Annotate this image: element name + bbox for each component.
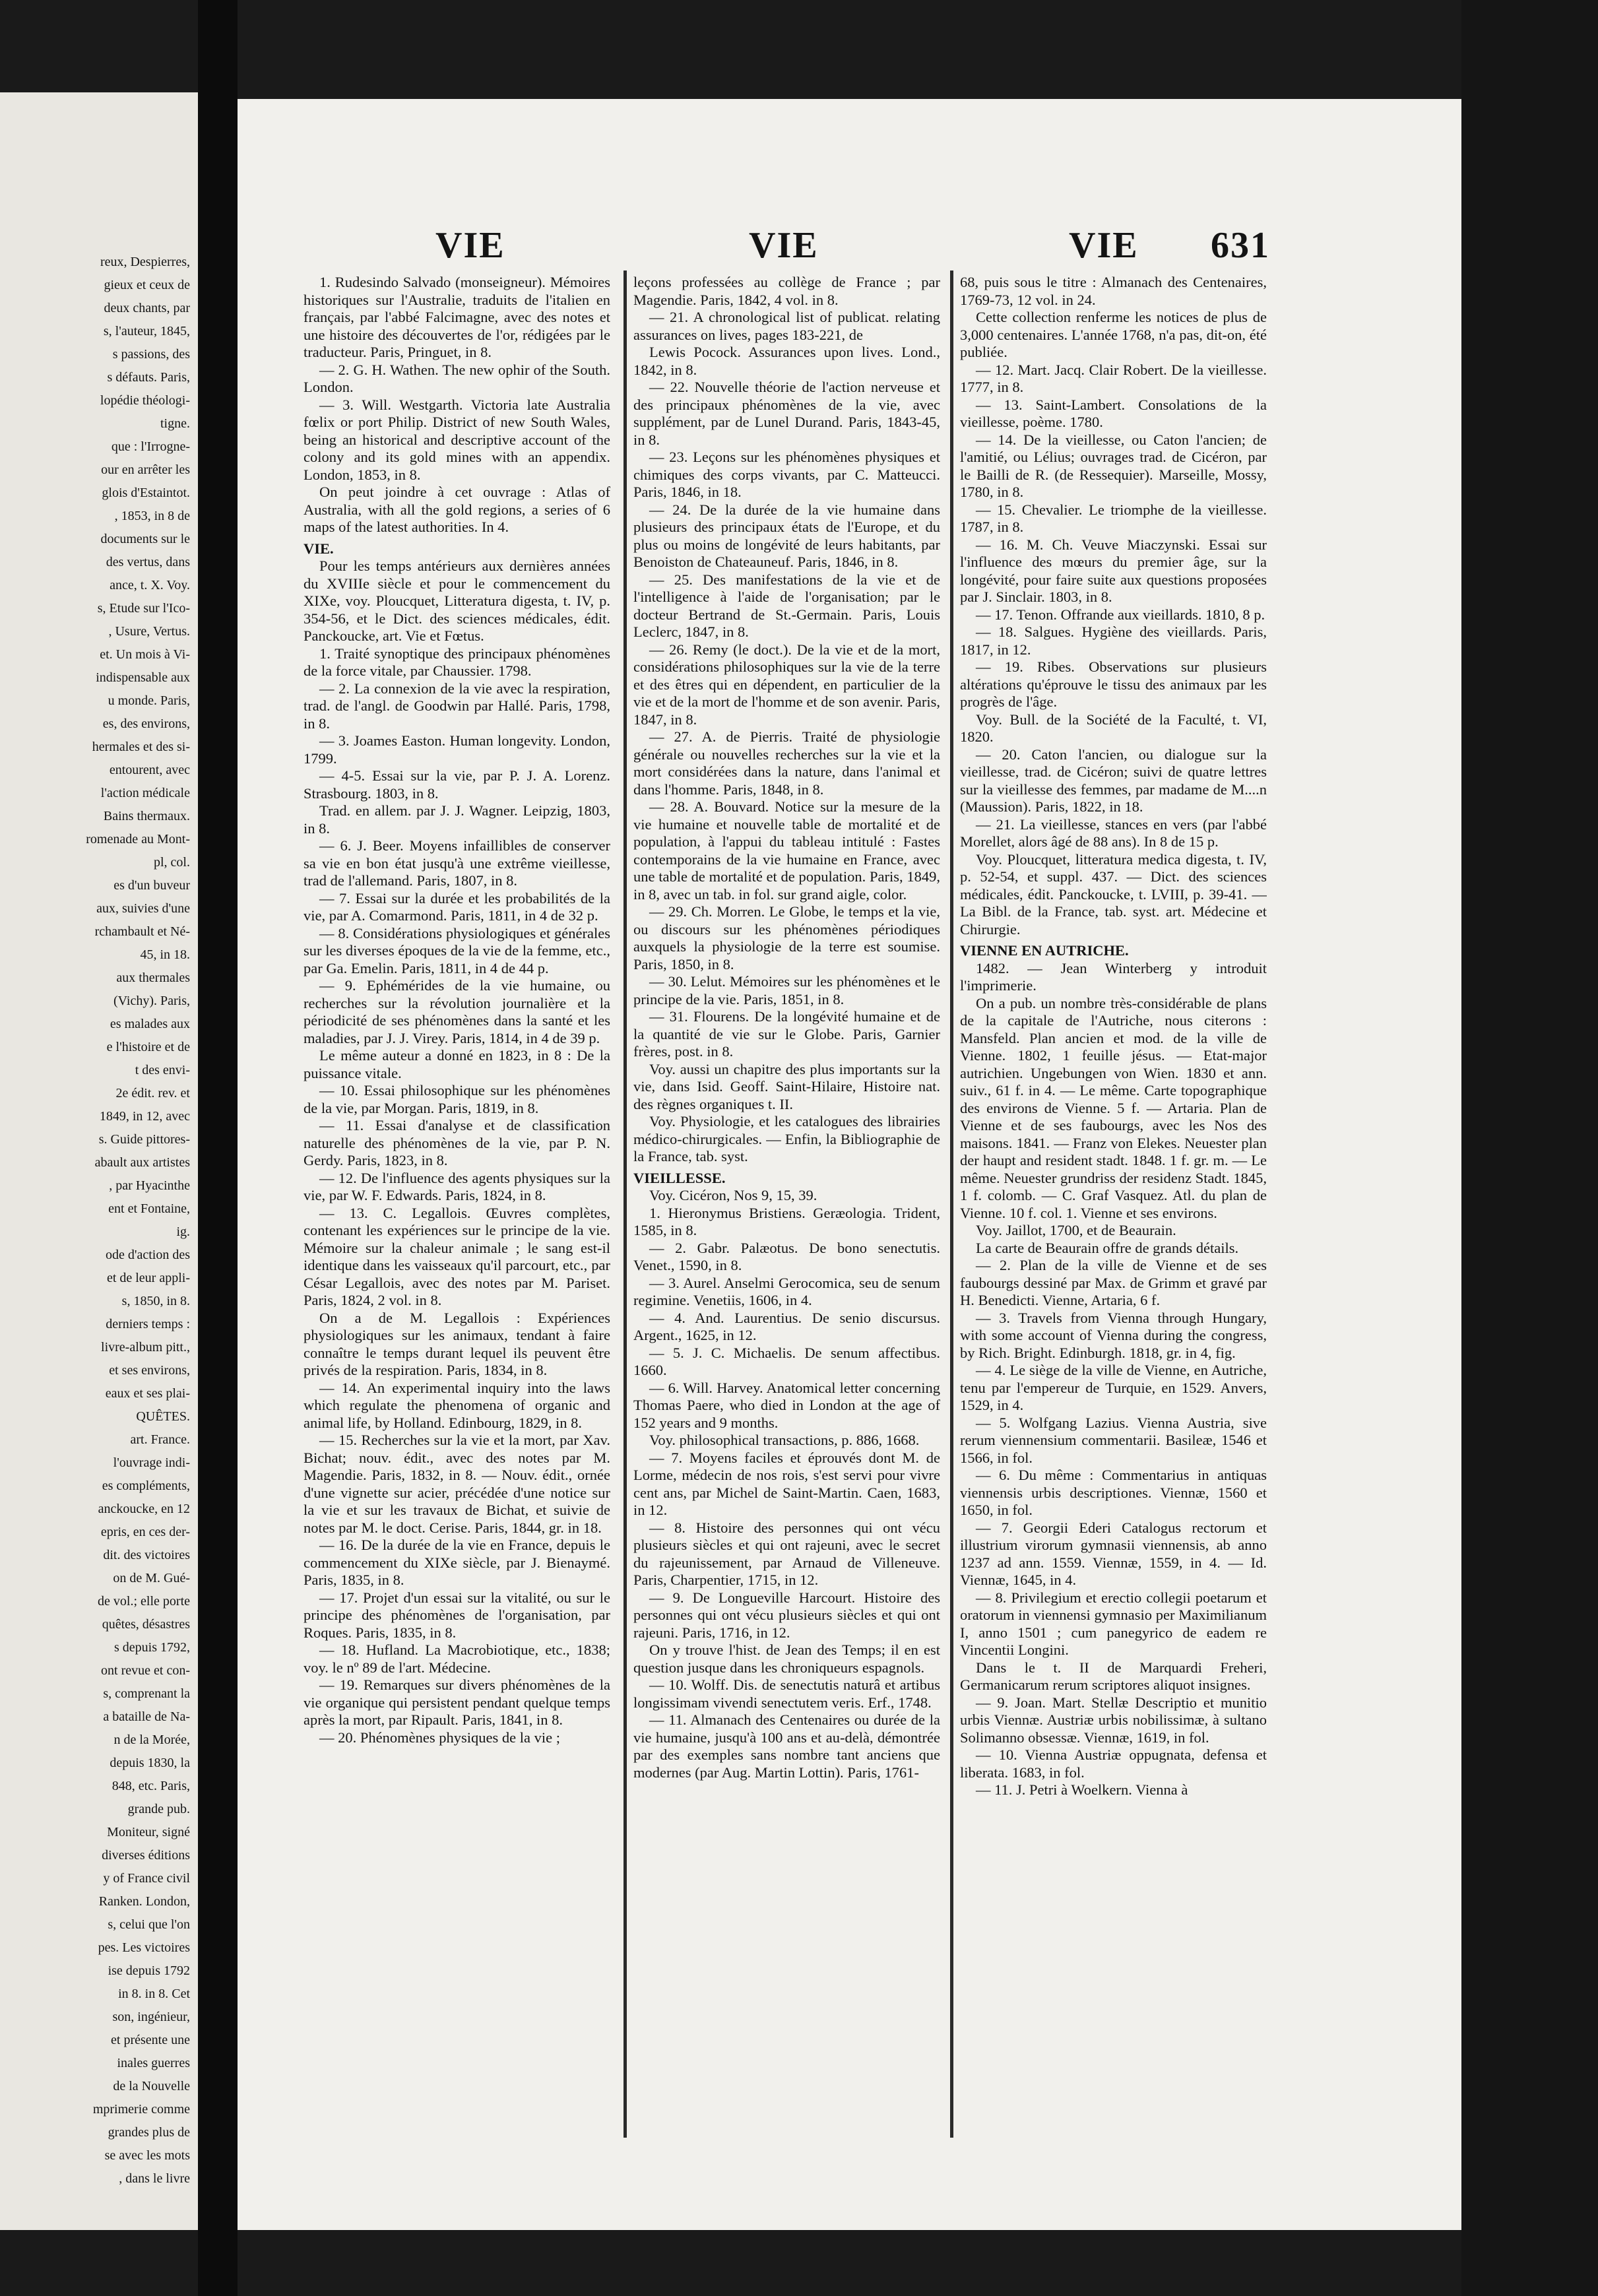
previous-page-line: pl, col. bbox=[154, 855, 190, 870]
entry-paragraph: — 11. Almanach des Centenaires ou durée de la vie humaine, jusqu'à 100 ans et au-delà, démontrée par des exemples sans nombre tant anciens que modernes (par Aug. Martin Lottin). Paris, 1761- bbox=[633, 1711, 940, 1781]
book-page bbox=[238, 99, 1461, 2230]
previous-page-line: rchambault et Né- bbox=[94, 924, 190, 939]
previous-page-line: art. France. bbox=[130, 1432, 190, 1447]
previous-page-line: s, Etude sur l'Ico- bbox=[97, 601, 190, 616]
previous-page-line: l'action médicale bbox=[100, 786, 190, 800]
previous-page-line: es compléments, bbox=[102, 1479, 190, 1493]
entry-paragraph: — 3. Travels from Vienna through Hungary, with some account of Vienna during the congress, by Rich. Bright. Edinburgh. 1818, gr. in 4, fig. bbox=[960, 1309, 1267, 1361]
previous-page-line: es, des environs, bbox=[102, 717, 190, 731]
previous-page-line: diverses éditions bbox=[102, 1848, 190, 1863]
previous-page-line: , dans le livre bbox=[119, 2171, 190, 2186]
entry-paragraph: Voy. Cicéron, Nos 9, 15, 39. bbox=[649, 1187, 817, 1203]
previous-page-line: QUÊTES. bbox=[136, 1409, 190, 1424]
entry-paragraph: — 30. Lelut. Mémoires sur les phénomènes et le principe de la vie. Paris, 1851, in 8. bbox=[633, 973, 940, 1007]
entry-paragraph: 1. Rudesindo Salvado (monseigneur). Mémoires historiques sur l'Australie, traduits de l'italien en français, par l'abbé Falcimagne, avec des notes et une histoire des découvertes de l'or, rédigées par le traducteur. Paris, Pringuet, in 8. bbox=[304, 274, 610, 360]
entry-paragraph: — 10. Essai philosophique sur les phénomènes de la vie, par Morgan. Paris, 1819, in 8. bbox=[304, 1082, 610, 1116]
entry-paragraph: Voy. Jaillot, 1700, et de Beaurain. bbox=[976, 1222, 1176, 1238]
entry-paragraph: — 9. Joan. Mart. Stellæ Descriptio et munitio urbis Viennæ. Austriæ urbis nobilissimæ, à sultano Solimanno obsessæ. Viennæ, 1619, in fol. bbox=[960, 1694, 1267, 1746]
entry-paragraph: La carte de Beaurain offre de grands détails. bbox=[976, 1239, 1239, 1256]
entry-paragraph: — 17. Projet d'un essai sur la vitalité, ou sur le principe des phénomènes de l'organisation, par Roques. Paris, 1835, in 8. bbox=[304, 1589, 610, 1641]
entry-paragraph: — 10. Wolff. Dis. de senectutis naturâ et artibus longissimam vivendi senectutem veris. Erf., 1748. bbox=[633, 1676, 940, 1711]
entry-paragraph: — 23. Leçons sur les phénomènes physiques et chimiques des corps vivants, par C. Matteucci. Paris, 1846, in 18. bbox=[633, 449, 940, 500]
entry-paragraph: — 26. Remy (le doct.). De la vie et de la mort, considérations philosophiques sur la vie de la terre et des êtres qui en dépendent, en particulier de la vie et de la mort de l'homme et de son avenir. Paris, 1847, in 8. bbox=[633, 641, 940, 728]
previous-page-line: , 1853, in 8 de bbox=[114, 509, 190, 523]
entry-paragraph: — 28. A. Bouvard. Notice sur la mesure de la vie humaine et nouvelle table de mortalité et de population, à l'appui du tableau intitulé : Fastes contemporains de la vie humaine en France, avec une table de mortalité et de population. Paris, 1849, in 8, avec un tab. in fol. sur grand aigle, color. bbox=[633, 798, 940, 903]
previous-page-line: inales guerres bbox=[117, 2056, 190, 2070]
entry-paragraph: 1. Hieronymus Bristiens. Geræologia. Trident, 1585, in 8. bbox=[633, 1204, 940, 1238]
previous-page-line: ode d'action des bbox=[105, 1248, 190, 1262]
previous-page-line: ance, t. X. Voy. bbox=[110, 578, 190, 592]
entry-paragraph: — 16. M. Ch. Veuve Miaczynski. Essai sur l'influence des mœurs du premier âge, sur la longévité, pour faire suite aux questions proposées par J. Sinclair. 1803, in 8. bbox=[960, 536, 1267, 605]
entry-paragraph: — 14. An experimental inquiry into the laws which regulate the phenomena of organic and animal life, by Holland. Edinbourg, 1829, in 8. bbox=[304, 1379, 610, 1431]
previous-page-line: , par Hyacinthe bbox=[109, 1178, 190, 1193]
previous-page-line: n de la Morée, bbox=[113, 1733, 190, 1747]
entry-paragraph: — 19. Ribes. Observations sur plusieurs altérations qu'éprouve le tissu des animaux par les progrès de l'âge. bbox=[960, 658, 1267, 710]
column-divider bbox=[623, 271, 627, 2138]
book-gutter bbox=[198, 0, 238, 2296]
entry-paragraph: — 6. Will. Harvey. Anatomical letter concerning Thomas Paere, who died in London at the age of 152 years and 9 months. bbox=[633, 1379, 940, 1431]
entry-paragraph: Pour les temps antérieurs aux dernières années du XVIIIe siècle et pour le commencement du XIXe, voy. Ploucquet, Litteratura digesta, t. IV, p. 354-56, et le Dict. des sciences médicales, édit. Panckoucke, art. Vie et Fœtus. bbox=[304, 558, 610, 644]
previous-page-line: gieux et ceux de bbox=[104, 278, 190, 292]
previous-page-line: grande pub. bbox=[127, 1802, 190, 1816]
entry-paragraph: — 11. J. Petri à Woelkern. Vienna à bbox=[976, 1781, 1188, 1798]
entry-paragraph: On a de M. Legallois : Expériences physiologiques sur les animaux, tendant à faire connaître le temps durant lequel ils peuvent être privés de la respiration. Paris, 1834, in 8. bbox=[304, 1309, 610, 1378]
entry-paragraph: Le même auteur a donné en 1823, in 8 : De la puissance vitale. bbox=[304, 1047, 610, 1081]
previous-page-line: entourent, avec bbox=[109, 763, 190, 777]
previous-page-line: (Vichy). Paris, bbox=[113, 994, 190, 1008]
previous-page-line: derniers temps : bbox=[106, 1317, 190, 1331]
previous-page-line: in 8. in 8. Cet bbox=[118, 1987, 190, 2001]
previous-page-line: que : l'Irrogne- bbox=[111, 439, 190, 454]
previous-page-line: reux, Despierres, bbox=[100, 255, 190, 269]
entry-paragraph: Voy. Ploucquet, litteratura medica digesta, t. IV, p. 52-54, et suppl. 437. — Dict. des sciences médicales, édit. Panckoucke, t. LVIII, p. 39-41. — La Bibl. de la France, tab. syst. art. Médecine et Chirurgie. bbox=[960, 850, 1267, 938]
previous-page-line: Bains thermaux. bbox=[103, 809, 190, 823]
entry-paragraph: Lewis Pocock. Assurances upon lives. Lond., 1842, in 8. bbox=[633, 344, 940, 378]
entry-paragraph: — 8. Considérations physiologiques et générales sur les diverses époques de la vie de la femme, etc., par Ga. Emelin. Paris, 1811, in 4 de 44 p. bbox=[304, 924, 610, 976]
previous-page-line: ise depuis 1792 bbox=[108, 1963, 190, 1978]
entry-paragraph: — 9. De Longueville Harcourt. Histoire des personnes qui ont vécu plusieurs siècles et qui ont rajeuni. Paris, 1716, in 12. bbox=[633, 1589, 940, 1641]
entry-paragraph: — 3. Joames Easton. Human longevity. London, 1799. bbox=[304, 732, 610, 767]
previous-page-line: on de M. Gué- bbox=[113, 1571, 190, 1585]
entry-paragraph: — 11. Essai d'analyse et de classification naturelle des phénomènes de la vie, par P. N. Gerdy. Paris, 1823, in 8. bbox=[304, 1117, 610, 1168]
previous-page-line: s. Guide pittores- bbox=[98, 1132, 190, 1147]
entry-paragraph: Voy. Bull. de la Société de la Faculté, t. VI, 1820. bbox=[960, 711, 1267, 745]
previous-page-line: s, l'auteur, 1845, bbox=[103, 324, 190, 338]
previous-page-line: l'ouvrage indi- bbox=[113, 1455, 190, 1470]
entry-paragraph: Voy. Physiologie, et les catalogues des librairies médico-chirurgicales. — Enfin, la Bibliographie de la France, tab. syst. bbox=[633, 1113, 940, 1164]
column-divider bbox=[950, 271, 953, 2138]
previous-page-line: es malades aux bbox=[110, 1017, 190, 1031]
previous-page-line: ig. bbox=[176, 1225, 190, 1239]
scan-background bbox=[1461, 0, 1598, 2296]
previous-page-line: 2e édit. rev. et bbox=[115, 1086, 190, 1100]
entry-paragraph: Voy. aussi un chapitre des plus importants sur la vie, dans Isid. Geoff. Saint-Hilaire, Histoire nat. des règnes organiques t. II. bbox=[633, 1060, 940, 1112]
previous-page-line: our en arrêter les bbox=[101, 462, 190, 477]
entry-paragraph: — 15. Chevalier. Le triomphe de la vieillesse. 1787, in 8. bbox=[960, 501, 1267, 535]
previous-page-line: hermales et des si- bbox=[92, 740, 190, 754]
entry-paragraph: — 18. Hufland. La Macrobiotique, etc., 1838; voy. le nº 89 de l'art. Médecine. bbox=[304, 1642, 610, 1676]
entry-paragraph: — 12. De l'influence des agents physiques sur la vie, par W. F. Edwards. Paris, 1824, in 8. bbox=[304, 1169, 610, 1203]
entry-paragraph: — 21. La vieillesse, stances en vers (par l'abbé Morellet, alors âgé de 88 ans). In 8 de 15 p. bbox=[960, 815, 1267, 850]
entry-paragraph: — 12. Mart. Jacq. Clair Robert. De la vieillesse. 1777, in 8. bbox=[960, 361, 1267, 395]
entry-paragraph: — 4. And. Laurentius. De senio discursus. Argent., 1625, in 12. bbox=[633, 1309, 940, 1343]
previous-page-line: romenade au Mont- bbox=[86, 832, 190, 846]
entry-paragraph: — 2. La connexion de la vie avec la respiration, trad. de l'angl. de Goodwin par Hallé. Paris, 1798, in 8. bbox=[304, 680, 610, 732]
previous-page-line: t des envi- bbox=[135, 1063, 190, 1077]
header-left-word: VIE bbox=[435, 225, 505, 266]
previous-page-line: et ses environs, bbox=[109, 1363, 190, 1378]
previous-page-line: se avec les mots bbox=[104, 2148, 190, 2163]
previous-page-fragment bbox=[0, 92, 198, 2230]
previous-page-line: son, ingénieur, bbox=[112, 2010, 190, 2024]
entry-paragraph: On a pub. un nombre très-considérable de plans de la capitale de l'Autriche, nous citerons : Mansfeld. Plan ancien et mod. de la ville de Vienne. 1802, 1 feuille jésus. — Etat-major autrichien. Ungebungen von Wien. 1830 et ann. suiv., 61 f. in 4. — Le même. Carte topographique des environs de Vienne. 5 f. — Artaria. Plan de Vienne et de ses faubourgs, avec les Nos des maisons. 1841. — Franz von Elekes. Neuester plan der haupt and resident stadt. 1848. 1 f. gr. m. — Le même. Neuester grundriss der residenz Stadt. 1845, 1 f. colomb. — C. Graf Vasquez. Atl. du plan de Vienne. 10 f. col. 1. Vienne et ses environs. bbox=[960, 994, 1267, 1221]
entry-paragraph: — 6. Du même : Commentarius in antiquas viennensis urbis descriptiones. Viennæ, 1560 et 1650, in fol. bbox=[960, 1467, 1267, 1518]
entry-paragraph: — 27. A. de Pierris. Traité de physiologie générale ou nouvelles recherches sur la vie et la mort considérées dans la nature, dans l'animal et dans l'homme. Paris, 1848, in 8. bbox=[633, 728, 940, 798]
entry-paragraph: — 8. Privilegium et erectio collegii poetarum et oratorum in viennensi gymnasio per Maximilianum I, anno 1501 ; cum panegyrico de eadem re Vincentii Longini. bbox=[960, 1589, 1267, 1658]
previous-page-line: Moniteur, signé bbox=[107, 1825, 190, 1839]
previous-page-line: de vol.; elle porte bbox=[98, 1594, 190, 1609]
section-heading: VIENNE EN AUTRICHE. bbox=[960, 942, 1129, 959]
section-heading: VIE. bbox=[304, 540, 334, 557]
previous-page-line: anckoucke, en 12 bbox=[98, 1502, 190, 1516]
entry-paragraph: — 2. G. H. Wathen. The new ophir of the South. London. bbox=[304, 361, 610, 395]
entry-paragraph: — 15. Recherches sur la vie et la mort, par Xav. Bichat; nouv. édit., avec des notes par M. Magendie. Paris, 1832, in 8. — Nouv. édit., ornée d'une vignette sur acier, précédée d'une notice sur la vie et sur les travaux de Bichat, et suivie de notes par M. le doct. Cerise. Paris, 1844, gr. in 18. bbox=[304, 1432, 610, 1536]
entry-paragraph: — 4-5. Essai sur la vie, par P. J. A. Lorenz. Strasbourg. 1803, in 8. bbox=[304, 767, 610, 802]
previous-page-line: depuis 1830, la bbox=[110, 1756, 190, 1770]
entry-paragraph: — 6. J. Beer. Moyens infaillibles de conserver sa vie en bon état jusqu'à une extrême vieillesse, trad de l'allemand. Paris, 1807, in 8. bbox=[304, 837, 610, 889]
previous-page-line: 848, etc. Paris, bbox=[112, 1779, 190, 1793]
previous-page-line: s, 1850, in 8. bbox=[121, 1294, 190, 1308]
entry-paragraph: Trad. en allem. par J. J. Wagner. Leipzig, 1803, in 8. bbox=[304, 802, 610, 837]
entry-paragraph: — 17. Tenon. Offrande aux vieillards. 1810, 8 p. bbox=[976, 606, 1265, 623]
previous-page-line: documents sur le bbox=[100, 532, 190, 546]
previous-page-line: grandes plus de bbox=[108, 2125, 190, 2140]
previous-page-line: a bataille de Na- bbox=[103, 1709, 190, 1724]
previous-page-line: et de leur appli- bbox=[106, 1271, 190, 1285]
previous-page-line: de la Nouvelle bbox=[113, 2079, 190, 2093]
entry-paragraph: — 8. Histoire des personnes qui ont vécu plusieurs siècles et qui ont rajeuni, avec le secret du rajeunissement, par Arnaud de Villeneuve. Paris, Charpentier, 1715, in 12. bbox=[633, 1519, 940, 1588]
text-column-1 bbox=[304, 274, 610, 2128]
entry-paragraph: — 9. Ephémérides de la vie humaine, ou recherches sur la révolution journalière et la périodicité de ses phénomènes dans la santé et les maladies, par J. J. Virey. Paris, 1814, in 4 de 39 p. bbox=[304, 977, 610, 1046]
previous-page-line: aux, suivies d'une bbox=[96, 901, 190, 916]
previous-page-line: y of France civil bbox=[103, 1871, 190, 1886]
entry-paragraph: Dans le t. II de Marquardi Freheri, Germanicarum rerum scriptores aliquot insignes. bbox=[960, 1659, 1267, 1693]
previous-page-line: aux thermales bbox=[116, 971, 190, 985]
entry-paragraph: — 10. Vienna Austriæ oppugnata, defensa et liberata. 1683, in fol. bbox=[960, 1746, 1267, 1781]
previous-page-line: ent et Fontaine, bbox=[108, 1201, 190, 1216]
previous-page-line: lopédie théologi- bbox=[100, 393, 190, 408]
previous-page-line: eaux et ses plai- bbox=[105, 1386, 190, 1401]
previous-page-line: 45, in 18. bbox=[140, 947, 190, 962]
text-column-2 bbox=[633, 274, 940, 2128]
entry-paragraph: — 24. De la durée de la vie humaine dans plusieurs des principaux états de l'Europe, et du plus ou moins de longévité de leurs habitants, par Benoiston de Chateauneuf. Paris, 1846, in 8. bbox=[633, 501, 940, 570]
previous-page-line: quêtes, désastres bbox=[102, 1617, 190, 1632]
entry-paragraph: On peut joindre à cet ouvrage : Atlas of Australia, with all the gold regions, a series of 6 maps of the latest authorities. In 4. bbox=[304, 484, 610, 535]
entry-paragraph: — 20. Caton l'ancien, ou dialogue sur la vieillesse, trad. de Cicéron; suivi de quatre lettres sur la vieillesse des femmes, par madame de M....n (Maussion). Paris, 1822, in 18. bbox=[960, 746, 1267, 815]
previous-page-line: indispensable aux bbox=[96, 670, 190, 685]
previous-page-line: es d'un buveur bbox=[113, 878, 190, 893]
previous-page-line: glois d'Estaintot. bbox=[102, 486, 190, 500]
header-right-word: VIE bbox=[1069, 225, 1139, 266]
previous-page-line: et. Un mois à Vi- bbox=[100, 647, 190, 662]
text-column-3 bbox=[960, 274, 1267, 2128]
entry-paragraph: — 5. Wolfgang Lazius. Vienna Austria, sive rerum viennensium commentarii. Basileæ, 1546 et 1566, in fol. bbox=[960, 1414, 1267, 1466]
previous-page-line: dit. des victoires bbox=[103, 1548, 190, 1562]
entry-paragraph: — 3. Will. Westgarth. Victoria late Australia fœlix or port Philip. District of new South Wales, being an historical and descriptive account of the colony and its gold mines with an appendix. London, 1853, in 8. bbox=[304, 396, 610, 483]
previous-page-line: s défauts. Paris, bbox=[107, 370, 190, 385]
entry-paragraph: — 22. Nouvelle théorie de l'action nerveuse et des principaux phénomènes de la vie, avec supplément, par de Lunel Durand. Paris, 1843-45, in 8. bbox=[633, 379, 940, 448]
entry-paragraph: — 21. A chronological list of publicat. relating assurances on lives, pages 183-221, de bbox=[633, 309, 940, 343]
entry-paragraph: — 25. Des manifestations de la vie et de l'intelligence à l'aide de l'organisation; par le docteur Bertrand de St.-Germain. Paris, Louis Leclerc, 1847, in 8. bbox=[633, 571, 940, 640]
previous-page-line: mprimerie comme bbox=[92, 2102, 190, 2117]
previous-page-line: epris, en ces der- bbox=[100, 1525, 190, 1539]
section-heading: VIEILLESSE. bbox=[633, 1169, 726, 1186]
header-center-word: VIE bbox=[749, 225, 819, 266]
entry-paragraph: 1. Traité synoptique des principaux phénomènes de la force vitale, par Chaussier. 1798. bbox=[304, 645, 610, 679]
entry-paragraph: — 31. Flourens. De la longévité humaine et de la quantité de vie sur le Globe. Paris, Garnier frères, post. in 8. bbox=[633, 1008, 940, 1060]
previous-page-line: et présente une bbox=[111, 2033, 190, 2047]
previous-page-line: ont revue et con- bbox=[101, 1663, 190, 1678]
entry-paragraph: Voy. philosophical transactions, p. 886, 1668. bbox=[649, 1432, 920, 1448]
previous-page-line: s passions, des bbox=[112, 347, 190, 362]
entry-paragraph: — 7. Moyens faciles et éprouvés dont M. de Lorme, médecin de nos rois, s'est servi pour vivre cent ans, par Michel de Saint-Martin. Caen, 1683, in 12. bbox=[633, 1449, 940, 1518]
entry-paragraph: — 4. Le siège de la ville de Vienne, en Autriche, tenu par l'empereur de Turquie, en 1529. Anvers, 1529, in 4. bbox=[960, 1362, 1267, 1413]
previous-page-line: s, comprenant la bbox=[103, 1686, 190, 1701]
page-number: 631 bbox=[1211, 225, 1270, 266]
previous-page-line: Ranken. London, bbox=[98, 1894, 190, 1909]
entry-paragraph: Cette collection renferme les notices de plus de 3,000 centenaires. L'année 1768, n'a pas, dit-on, été publiée. bbox=[960, 309, 1267, 360]
previous-page-line: 1849, in 12, avec bbox=[99, 1109, 190, 1124]
entry-paragraph: — 18. Salgues. Hygiène des vieillards. Paris, 1817, in 12. bbox=[960, 623, 1267, 658]
previous-page-line: s, celui que l'on bbox=[108, 1917, 190, 1932]
previous-page-line: pes. Les victoires bbox=[98, 1940, 190, 1955]
entry-paragraph: — 13. Saint-Lambert. Consolations de la vieillesse, poème. 1780. bbox=[960, 396, 1267, 430]
entry-paragraph: — 13. C. Legallois. Œuvres complètes, contenant les expériences sur le principe de la vie. Mémoire sur la chaleur animale ; le sang est-il identique dans les vaisseaux qu'il parcourt, etc., par César Legallois, avec des notes par M. Pariset. Paris, 1824, 2 vol. in 8. bbox=[304, 1204, 610, 1308]
entry-paragraph: — 16. De la durée de la vie en France, depuis le commencement du XIXe siècle, par J. Bienaymé. Paris, 1835, in 8. bbox=[304, 1537, 610, 1588]
entry-paragraph: leçons professées au collège de France ; par Magendie. Paris, 1842, 4 vol. in 8. bbox=[633, 274, 940, 308]
entry-paragraph: — 7. Georgii Ederi Catalogus rectorum et illustrium virorum gymnasii viennensis, ab anno 1237 ad ann. 1559. Viennæ, 1559, in 4. — Id. Viennæ, 1645, in 4. bbox=[960, 1519, 1267, 1588]
previous-page-line: deux chants, par bbox=[104, 301, 190, 315]
entry-paragraph: — 2. Gabr. Palæotus. De bono senectutis. Venet., 1590, in 8. bbox=[633, 1239, 940, 1273]
entry-paragraph: — 19. Remarques sur divers phénomènes de la vie organique qui persistent pendant quelque temps après la mort, par Ripault. Paris, 1841, in 8. bbox=[304, 1676, 610, 1728]
entry-paragraph: — 5. J. C. Michaelis. De senum affectibus. 1660. bbox=[633, 1344, 940, 1378]
previous-page-line: abault aux artistes bbox=[94, 1155, 190, 1170]
entry-paragraph: — 20. Phénomènes physiques de la vie ; bbox=[319, 1729, 560, 1746]
previous-page-line: tigne. bbox=[160, 416, 190, 431]
entry-paragraph: 1482. — Jean Winterberg y introduit l'imprimerie. bbox=[960, 959, 1267, 994]
entry-paragraph: — 2. Plan de la ville de Vienne et de ses faubourgs dessiné par Max. de Grimm et gravé par H. Benedicti. Vienne, Artaria, 6 f. bbox=[960, 1257, 1267, 1308]
entry-paragraph: — 29. Ch. Morren. Le Globe, le temps et la vie, ou discours sur les phénomènes périodiques auxquels la physiologie de la terre est soumise. Paris, 1850, in 8. bbox=[633, 903, 940, 973]
previous-page-line: e l'histoire et de bbox=[106, 1040, 190, 1054]
previous-page-line: des vertus, dans bbox=[106, 555, 190, 569]
entry-paragraph: — 7. Essai sur la durée et les probabilités de la vie, par A. Comarmond. Paris, 1811, in 4 de 32 p. bbox=[304, 889, 610, 924]
entry-paragraph: On y trouve l'hist. de Jean des Temps; il en est question jusque dans les chroniqueurs espagnols. bbox=[633, 1642, 940, 1676]
previous-page-line: , Usure, Vertus. bbox=[108, 624, 190, 639]
entry-paragraph: — 3. Aurel. Anselmi Gerocomica, seu de senum regimine. Venetiis, 1606, in 4. bbox=[633, 1274, 940, 1308]
entry-paragraph: — 14. De la vieillesse, ou Caton l'ancien; de l'amitié, ou Lélius; ouvrages trad. de Cicéron, par le Bailli de R. (de Ressequier). Marseille, Mossy, 1780, in 8. bbox=[960, 431, 1267, 500]
entry-paragraph: 68, puis sous le titre : Almanach des Centenaires, 1769-73, 12 vol. in 24. bbox=[960, 274, 1267, 308]
previous-page-line: livre-album pitt., bbox=[101, 1340, 190, 1355]
previous-page-line: u monde. Paris, bbox=[108, 693, 190, 708]
previous-page-line: s depuis 1792, bbox=[114, 1640, 190, 1655]
